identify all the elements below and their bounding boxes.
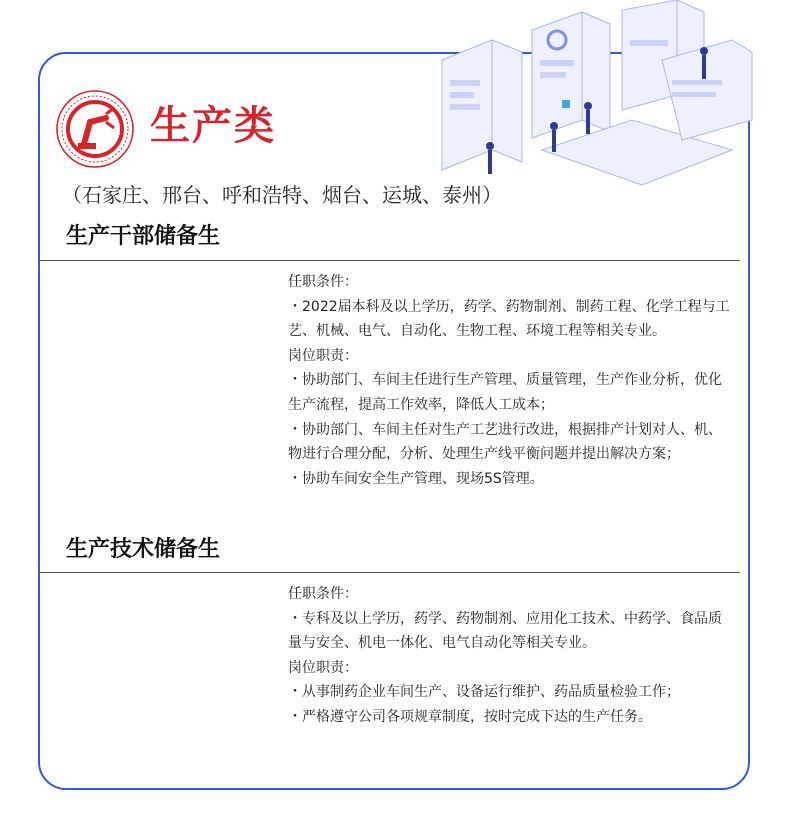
duty-item: ・严格遵守公司各项规章制度，按时完成下达的生产任务。 — [288, 708, 652, 725]
requirements-label: 任职条件： — [288, 274, 358, 290]
job-title-production-tech: 生产技术储备生 — [66, 537, 221, 562]
location-list: （石家庄、邢台、呼和浩特、烟台、运城、泰州） — [62, 183, 502, 207]
duty-item: ・协助车间安全生产管理、现场5S管理。 — [288, 470, 544, 487]
job-title-production-cadre: 生产干部储备生 — [66, 224, 221, 249]
job-description — [288, 582, 733, 730]
job-description — [288, 270, 733, 491]
duty-item: ・协助部门、车间主任对生产工艺进行改进，根据排产计划对人、机、物进行合理分配，分析、处理生产线平衡问题并提出解决方案； — [288, 421, 722, 463]
duty-item: ・协助部门、车间主任进行生产管理、质量管理，生产作业分析，优化生产流程，提高工作效率，降低人工成本； — [288, 372, 722, 413]
requirements-label: 任职条件： — [288, 586, 358, 602]
category-title: 生产类 — [150, 103, 276, 149]
divider — [38, 572, 740, 573]
duty-item: ・从事制药企业车间生产、设备运行维护、药品质量检验工作； — [288, 684, 680, 701]
duties-label: 岗位职责： — [288, 659, 358, 676]
requirement-item: ・专科及以上学历，药学、药物制剂、应用化工技术、中药学、食品质量与安全、机电一体化、电气自动化等相关专业。 — [288, 610, 722, 652]
duties-label: 岗位职责： — [288, 347, 358, 364]
requirement-item: ・2022届本科及以上学历，药学、药物制剂、制药工程、化学工程与工艺、机械、电气、自动化、生物工程、环境工程等相关专业。 — [288, 298, 730, 340]
robot-arm-icon — [54, 88, 136, 170]
isometric-dashboard-icon — [432, 0, 762, 190]
divider — [38, 260, 740, 261]
